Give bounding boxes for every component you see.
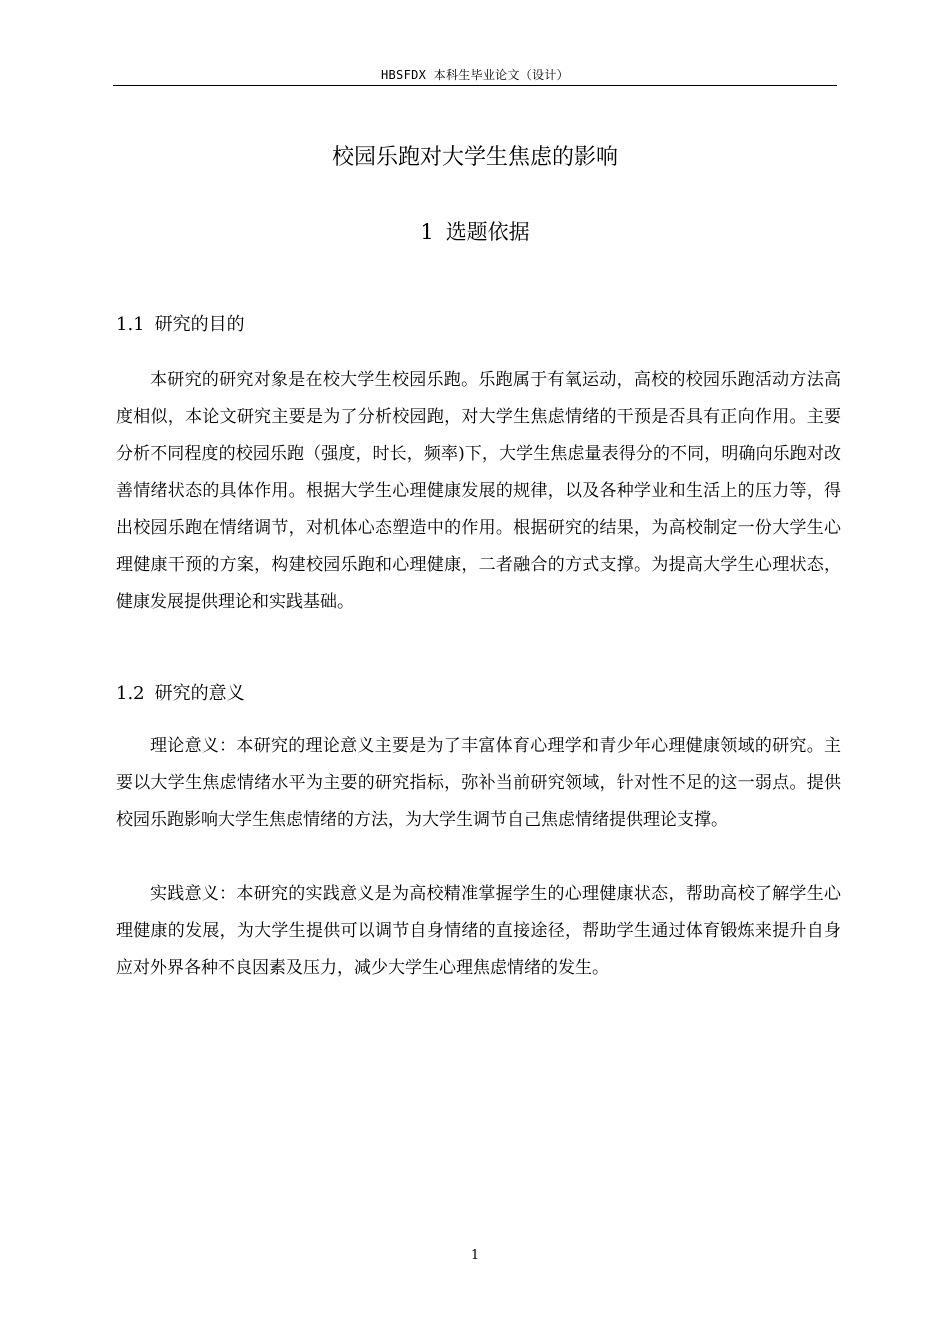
paragraph-research-purpose: 本研究的研究对象是在校大学生校园乐跑。乐跑属于有氧运动，高校的校园乐跑活动方法高度相似，本论文研究主要是为了分析校园跑，对大学生焦虑情绪的干预是否具有正向作用。主要分析不同程度的校园乐跑（强度，时长，频率)下，大学生焦虑量表得分的不同，明确向乐跑对改善情绪状态的具体作用。根据大学生心理健康发展的规律，以及各种学业和生活上的压力等，得出校园乐跑在情绪调节，对机体心态塑造中的作用。根据研究的结果，为高校制定一份大学生心理健康干预的方案，构建校园乐跑和心理健康，二者融合的方式支撑。为提高大学生心理状态，健康发展提供理论和实践基础。 — [116, 370, 841, 612]
chapter-heading — [113, 216, 837, 246]
section-heading-1-1 — [116, 310, 245, 336]
section-heading-1-2 — [116, 679, 245, 705]
section-number: 1.1 — [116, 314, 145, 335]
chapter-title: 选题依据 — [445, 220, 530, 244]
section-number: 1.2 — [116, 683, 145, 704]
document-title: 校园乐跑对大学生焦虑的影响 — [331, 145, 618, 170]
paragraph-theoretical-significance: 理论意义：本研究的理论意义主要是为了丰富体育心理学和青少年心理健康领域的研究。主要以大学生焦虑情绪水平为主要的研究指标，弥补当前研究领域，针对性不足的这一弱点。提供校园乐跑影响大学生焦虑情绪的方法，为大学生调节自己焦虑情绪提供理论支撑。 — [116, 736, 841, 830]
header-rule — [113, 85, 837, 86]
section-title: 研究的意义 — [154, 683, 245, 704]
paragraph-practical-significance: 实践意义：本研究的实践意义是为高校精准掌握学生的心理健康状态，帮助高校了解学生心理健康的发展，为大学生提供可以调节自身情绪的直接途径，帮助学生通过体育锻炼来提升自身应对外界各种不良因素及压力，减少大学生心理焦虑情绪的发生。 — [116, 884, 841, 978]
section-title: 研究的目的 — [154, 314, 245, 335]
running-header: HBSFDX 本科生毕业论文（设计） — [381, 68, 569, 82]
page-number: 1 — [470, 1248, 480, 1263]
chapter-number: 1 — [420, 220, 434, 244]
